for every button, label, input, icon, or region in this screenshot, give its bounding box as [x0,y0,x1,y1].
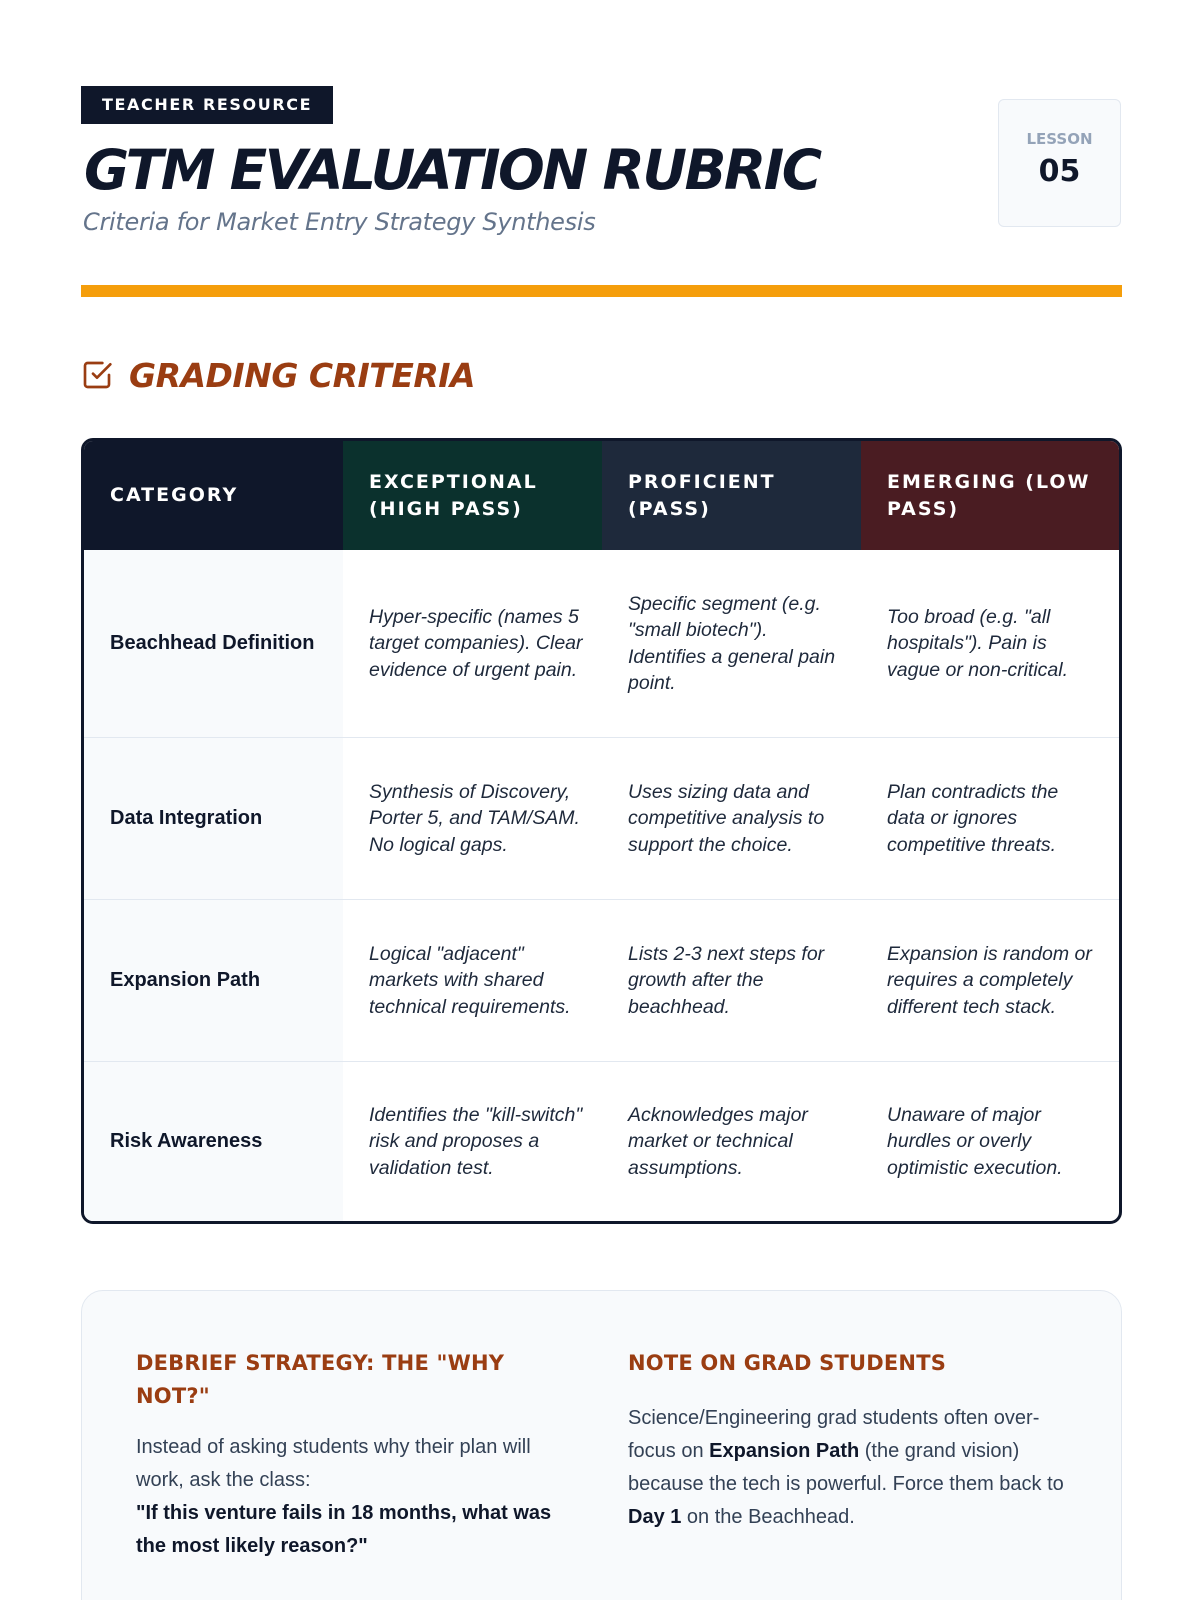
table-row [84,737,1119,899]
grad-note-body [628,1402,1068,1534]
table-row [84,550,1119,737]
cell-emerging: Plan contradicts the data or ignores competitive threats. [887,780,1059,856]
row-category: Expansion Path [84,900,343,1061]
cell-exceptional: Synthesis of Discovery, Porter 5, and TAM/SAM. No logical gaps. [369,780,580,856]
grad-students-note [628,1347,1068,1534]
checkbox-icon [81,359,113,391]
cell-emerging: Unaware of major hurdles or overly optimistic execution. [887,1103,1063,1179]
row-category: Beachhead Definition [84,550,343,737]
lesson-number-box [998,99,1121,227]
teaching-notes-panel [81,1290,1122,1600]
teacher-resource-badge: TEACHER RESOURCE [81,86,333,124]
grad-text-2: (the grand vision) because the tech is powerful. Force them back to [628,1440,1064,1495]
debrief-title: DEBRIEF STRATEGY: THE "WHY NOT?" [136,1351,505,1408]
cell-proficient: Specific segment (e.g. "small biotech"). Identifies a general pain point. [628,592,836,694]
grad-emphasis-day1: Day 1 [628,1506,682,1528]
table-row [84,899,1119,1061]
grad-text-3: on the Beachhead. [681,1506,855,1528]
lesson-label: LESSON [1026,130,1093,148]
accent-divider [81,285,1122,297]
cell-emerging: Expansion is random or requires a completely different tech stack. [887,942,1092,1018]
cell-emerging: Too broad (e.g. "all hospitals"). Pain is vague or non-critical. [887,605,1069,681]
row-category: Risk Awareness [84,1062,343,1221]
debrief-body [136,1431,576,1563]
lesson-number: 05 [1038,154,1081,189]
cell-exceptional: Identifies the "kill-switch" risk and proposes a validation test. [369,1103,583,1179]
grad-emphasis-expansion: Expansion Path [709,1440,860,1462]
cell-exceptional: Hyper-specific (names 5 target companies). Clear evidence of urgent pain. [369,605,583,681]
debrief-strategy-note [136,1347,576,1563]
cell-proficient: Uses sizing data and competitive analysis to support the choice. [628,780,825,856]
header-category: CATEGORY [84,441,343,550]
page-subtitle: Criteria for Market Entry Strategy Synthesis [83,208,596,236]
header-proficient: PROFICIENT (PASS) [602,441,861,550]
grad-note-title: NOTE ON GRAD STUDENTS [628,1351,947,1375]
rubric-table [81,438,1122,1224]
page-title: GTM EVALUATION RUBRIC [84,138,820,202]
header-emerging: EMERGING (LOW PASS) [861,441,1119,550]
grad-text-1: Science/Engineering grad students often over-focus on [628,1407,1040,1462]
row-category: Data Integration [84,738,343,899]
cell-proficient: Lists 2-3 next steps for growth after the beachhead. [628,942,825,1018]
debrief-text: Instead of asking students why their plan will work, ask the class: [136,1436,531,1491]
section-title: GRADING CRITERIA [129,355,476,395]
cell-exceptional: Logical "adjacent" markets with shared technical requirements. [369,942,571,1018]
header-exceptional: EXCEPTIONAL (HIGH PASS) [343,441,602,550]
table-header-row [84,441,1119,550]
cell-proficient: Acknowledges major market or technical assumptions. [628,1103,808,1179]
debrief-quote: "If this venture fails in 18 months, what was the most likely reason?" [136,1502,552,1557]
table-row [84,1061,1119,1221]
section-heading [81,355,475,395]
